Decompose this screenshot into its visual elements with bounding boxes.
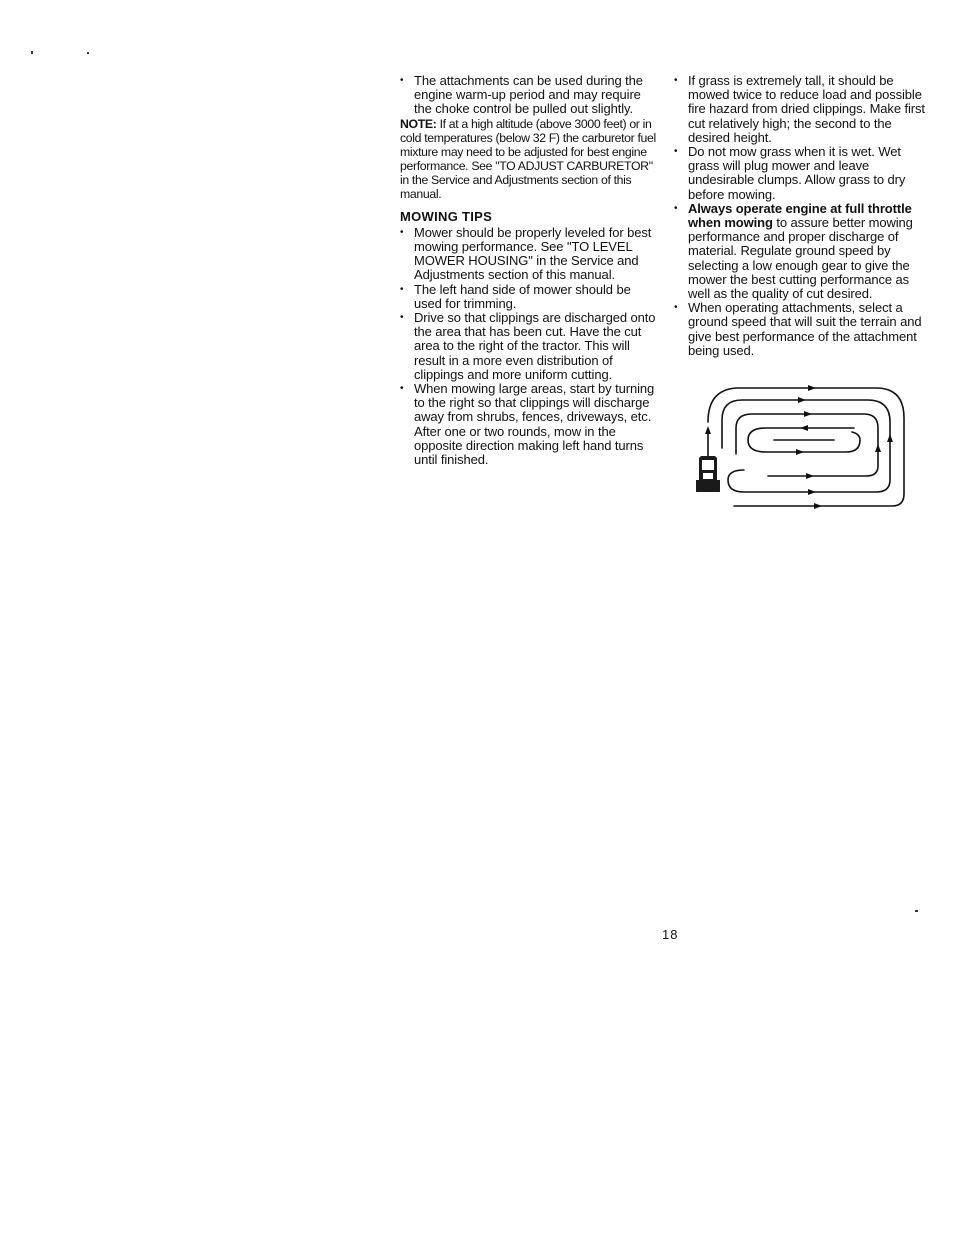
bold-lead: Always operate engine at full throttle when mowing [688, 200, 912, 231]
intro-bullets [400, 74, 660, 117]
scan-speck [915, 910, 918, 912]
list-item: • Drive so that clippings are discharged onto the area that has been cut. Have the cut area to the right of the tractor. This will result in a more even distribution of clippings and more uniform cutting. [400, 311, 660, 382]
list-item: • The attachments can be used during the engine warm-up period and may require the choke control be pulled out slightly. [400, 74, 660, 117]
direction-arrow-icon [806, 473, 814, 479]
mowing-path-outer [708, 388, 904, 506]
direction-arrow-icon [808, 489, 816, 495]
direction-arrow-icon [808, 385, 816, 391]
list-item: • Always operate engine at full throttle when mowing to assure better mowing performance and proper discharge of material. Regulate ground speed by selecting a low enough gear to give the mower the best cutting performance as well as the quality of cut desired. [674, 202, 930, 301]
list-item: • Mower should be properly leveled for best mowing performance. See "TO LEVEL MOWER HOUSING" in the Service and Adjustments section of this manual. [400, 226, 660, 283]
direction-arrow-icon [814, 503, 822, 509]
page-number: 18 [662, 927, 679, 942]
list-item: • Do not mow grass when it is wet. Wet grass will plug mower and leave undesirable clumps. Allow grass to dry before mowing. [674, 145, 930, 202]
list-item: • If grass is extremely tall, it should be mowed twice to reduce load and possible fire hazard from dried clippings. Make first cut relatively high; the second to the desired height. [674, 74, 930, 145]
note-paragraph [400, 117, 660, 201]
direction-arrow-icon [887, 434, 893, 442]
direction-arrow-icon [875, 444, 881, 452]
note-text: If at a high altitude (above 3000 feet) or in cold temperatures (below 32 F) the carburetor fuel mixture may need to be adjusted for best engine performance. See "TO ADJUST CARBURETOR" in the Service and Adjustments section of this manual. [400, 116, 656, 201]
direction-arrow-icon [796, 449, 804, 455]
list-item: • The left hand side of mower should be used for trimming. [400, 283, 660, 311]
direction-arrow-icon [804, 411, 812, 417]
right-column [674, 74, 930, 358]
scan-speck [31, 51, 33, 54]
left-column [400, 74, 660, 467]
list-item: • When mowing large areas, start by turning to the right so that clippings will discharge away from shrubs, fences, driveways, etc. After one or two rounds, mow in the opposite direction making left hand turns until finished. [400, 382, 660, 467]
mowing-tips-list [400, 226, 660, 467]
direction-arrow-icon [800, 425, 808, 431]
mowing-pattern-diagram [696, 382, 912, 510]
mowing-tips-heading: MOWING TIPS [400, 208, 493, 224]
direction-arrow-icon [705, 426, 711, 434]
direction-arrow-icon [798, 397, 806, 403]
scan-speck [87, 52, 89, 54]
note-label: NOTE: [400, 116, 437, 131]
tractor-icon [696, 456, 720, 492]
mowing-path-ring-3 [736, 414, 878, 476]
right-tips-list [674, 74, 930, 358]
list-item: • When operating attachments, select a ground speed that will suit the terrain and give best performance of the attachment being used. [674, 301, 930, 358]
